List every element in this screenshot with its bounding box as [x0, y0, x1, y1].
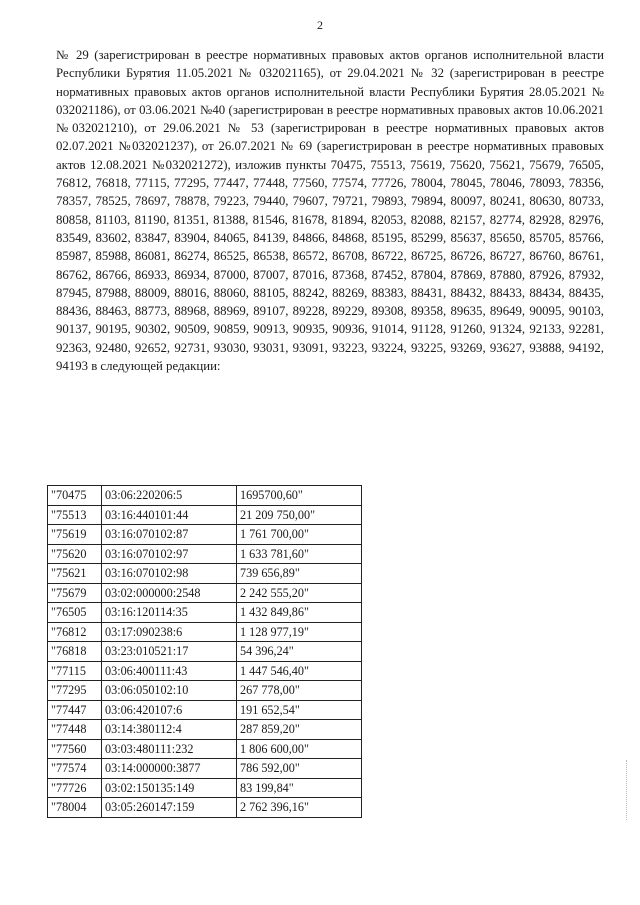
value-cell: 21 209 750,00" [237, 505, 362, 525]
data-table [47, 485, 362, 818]
margin-marks [626, 760, 628, 820]
value-cell: 191 652,54" [237, 700, 362, 720]
value-cell: 786 592,00" [237, 759, 362, 779]
value-cell: 1 806 600,00" [237, 739, 362, 759]
item-number-cell: "77574 [48, 759, 102, 779]
cadastral-number-cell: 03:06:400111:43 [102, 661, 237, 681]
item-number-cell: "75679 [48, 583, 102, 603]
item-number-cell: "77726 [48, 778, 102, 798]
table-row [48, 642, 362, 662]
cadastral-number-cell: 03:02:000000:2548 [102, 583, 237, 603]
item-number-cell: "77448 [48, 720, 102, 740]
table-row [48, 759, 362, 779]
cadastral-number-cell: 03:06:420107:6 [102, 700, 237, 720]
cadastral-number-cell: 03:14:000000:3877 [102, 759, 237, 779]
table-row [48, 583, 362, 603]
table-row [48, 798, 362, 818]
item-number-cell: "76812 [48, 622, 102, 642]
item-number-cell: "77295 [48, 681, 102, 701]
cadastral-number-cell: 03:06:050102:10 [102, 681, 237, 701]
cadastral-number-cell: 03:16:440101:44 [102, 505, 237, 525]
value-cell: 1 447 546,40" [237, 661, 362, 681]
body-paragraph [56, 46, 604, 375]
value-cell: 287 859,20" [237, 720, 362, 740]
table-row [48, 525, 362, 545]
table-row [48, 603, 362, 623]
table-row [48, 505, 362, 525]
table-row [48, 739, 362, 759]
value-cell: 1 761 700,00" [237, 525, 362, 545]
cadastral-number-cell: 03:03:480111:232 [102, 739, 237, 759]
value-cell: 1 432 849,86" [237, 603, 362, 623]
body-text: № 29 (зарегистрирован в реестре нормативных правовых актов органов исполнительной власти Республики Бурятия 11.05.2021 № 032021165), от 29.04.2021 № 32 (зарегистрирован в реестре нормативных правовых актов органов исполнительной власти Республики Бурятия 28.05.2021 № 032021186), от 03.06.2021 №40 (зарегистрирован в реестре нормативных правовых актов 10.06.2021 №032021210), от 29.06.2021 № 53 (зарегистрирован в реестре нормативных правовых актов 02.07.2021 №032021237), от 26.07.2021 № 69 (зарегистрирован в реестре нормативных правовых актов 12.08.2021 №032021272), изложив пункты 70475, 75513, 75619, 75620, 75621, 75679, 76505, 76812, 76818, 77115, 77295, 77447, 77448, 77560, 77574, 77726, 78004, 78045, 78046, 78093, 78356, 78357, 78525, 78697, 78878, 79223, 79440, 79607, 79721, 79893, 79894, 80097, 80241, 80630, 80733, 80858, 81103, 81190, 81351, 81388, 81546, 81678, 81894, 82053, 82088, 82157, 82774, 82928, 82976, 83549, 83602, 83847, 83904, 84065, 84139, 84866, 84868, 85195, 85299, 85637, 85650, 85705, 85766, 85987, 85988, 86081, 86274, 86525, 86538, 86572, 86708, 86722, 86725, 86726, 86727, 86760, 86761, 86762, 86766, 86933, 86934, 87000, 87007, 87016, 87368, 87452, 87804, 87869, 87880, 87926, 87932, 87945, 87988, 88009, 88016, 88060, 88105, 88242, 88269, 88383, 88431, 88432, 88433, 88434, 88435, 88436, 88463, 88773, 88968, 88969, 89107, 89228, 89229, 89308, 89358, 89635, 89649, 90095, 90103, 90137, 90195, 90302, 90509, 90859, 90913, 90935, 90936, 91014, 91128, 91260, 91324, 92133, 92281, 92363, 92480, 92652, 92731, 93030, 93031, 93091, 93223, 93224, 93225, 93269, 93627, 93888, 94192, 94193 в следующей редакции: [56, 48, 604, 374]
item-number-cell: "77447 [48, 700, 102, 720]
item-number-cell: "77115 [48, 661, 102, 681]
cadastral-number-cell: 03:02:150135:149 [102, 778, 237, 798]
value-cell: 54 396,24" [237, 642, 362, 662]
cadastral-number-cell: 03:06:220206:5 [102, 486, 237, 506]
cadastral-number-cell: 03:17:090238:6 [102, 622, 237, 642]
table-row [48, 486, 362, 506]
item-number-cell: "77560 [48, 739, 102, 759]
cadastral-number-cell: 03:05:260147:159 [102, 798, 237, 818]
item-number-cell: "75620 [48, 544, 102, 564]
cadastral-number-cell: 03:16:070102:98 [102, 564, 237, 584]
value-cell: 2 762 396,16" [237, 798, 362, 818]
page-number: 2 [317, 18, 323, 32]
item-number-cell: "76818 [48, 642, 102, 662]
item-number-cell: "76505 [48, 603, 102, 623]
value-cell: 267 778,00" [237, 681, 362, 701]
table-row [48, 681, 362, 701]
cadastral-number-cell: 03:23:010521:17 [102, 642, 237, 662]
item-number-cell: "75621 [48, 564, 102, 584]
item-number-cell: "75513 [48, 505, 102, 525]
value-cell: 1 633 781,60" [237, 544, 362, 564]
table-row [48, 720, 362, 740]
table-row [48, 564, 362, 584]
value-cell: 1 128 977,19" [237, 622, 362, 642]
table-row [48, 622, 362, 642]
table-body [48, 486, 362, 818]
item-number-cell: "78004 [48, 798, 102, 818]
table-row [48, 778, 362, 798]
table-row [48, 544, 362, 564]
cadastral-number-cell: 03:14:380112:4 [102, 720, 237, 740]
value-cell: 2 242 555,20" [237, 583, 362, 603]
value-cell: 739 656,89" [237, 564, 362, 584]
value-cell: 83 199,84" [237, 778, 362, 798]
cadastral-number-cell: 03:16:070102:97 [102, 544, 237, 564]
table-row [48, 700, 362, 720]
cadastral-number-cell: 03:16:120114:35 [102, 603, 237, 623]
item-number-cell: "70475 [48, 486, 102, 506]
item-number-cell: "75619 [48, 525, 102, 545]
table-row [48, 661, 362, 681]
value-cell: 1695700,60" [237, 486, 362, 506]
cadastral-number-cell: 03:16:070102:87 [102, 525, 237, 545]
